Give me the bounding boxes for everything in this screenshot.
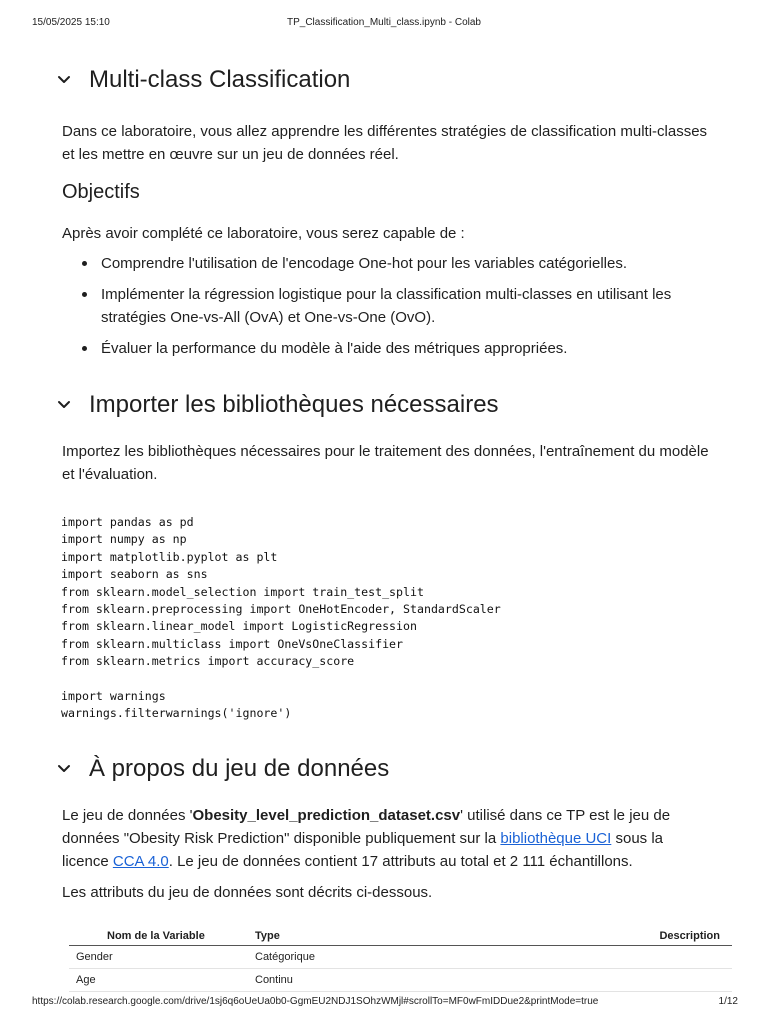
text-run: Le jeu de données ' — [62, 807, 193, 824]
variables-table — [69, 926, 732, 992]
bullet-dot — [82, 292, 87, 297]
objectives-lead: Après avoir complété ce laboratoire, vous serez capable de : — [62, 225, 465, 242]
section-title: Importer les bibliothèques nécessaires — [89, 391, 499, 418]
table-row — [69, 969, 732, 992]
table-cell: Continu — [255, 969, 455, 992]
bullet-dot — [82, 346, 87, 351]
column-header-type: Type — [255, 926, 455, 946]
imports-paragraph: Importez les bibliothèques nécessaires pour le traitement des données, l'entraînement du modèle et l'évaluation. — [62, 443, 709, 483]
section-title: Multi-class Classification — [89, 66, 351, 93]
objectives-list — [62, 252, 712, 368]
dataset-filename: Obesity_level_prediction_dataset.csv — [192, 807, 461, 824]
dataset-paragraph — [62, 804, 712, 873]
chevron-down-icon[interactable] — [55, 396, 73, 414]
chevron-down-icon[interactable] — [55, 71, 73, 89]
table-cell — [455, 969, 732, 992]
bullet-dot — [82, 261, 87, 266]
section-heading-dataset[interactable] — [55, 753, 389, 785]
print-url: https://colab.research.google.com/drive/1sj6q6oUeUa0b0-GgmEU2NDJ1SOhzWMjl#scrollTo=MF0wFmIDDue2&printMode=true — [32, 996, 599, 1007]
column-header-description: Description — [455, 926, 732, 946]
section-title: À propos du jeu de données — [89, 755, 390, 782]
chevron-down-icon[interactable] — [55, 760, 73, 778]
list-item-text: Évaluer la performance du modèle à l'aide des métriques appropriées. — [101, 340, 568, 357]
uci-library-link[interactable]: bibliothèque UCI — [500, 830, 612, 847]
list-item-text: Implémenter la régression logistique pour la classification multi-classes en utilisant les stratégies One-vs-All (OvA) et One-vs-One (OvO). — [101, 286, 672, 326]
table-header-row — [69, 926, 732, 946]
print-header — [0, 17, 768, 31]
text-run: ' utilisé dans ce TP est le jeu de données "Obesity Risk Prediction" disponible publiquement sur la — [62, 807, 671, 847]
table-cell: Gender — [69, 946, 255, 969]
table-row — [69, 946, 732, 969]
license-link[interactable]: CCA 4.0 — [112, 853, 169, 870]
code-cell[interactable]: import pandas as pd import numpy as np import matplotlib.pyplot as plt import seaborn as sns from sklearn.model_selection import train_test_split from sklearn.preprocessing import OneHotEncoder, StandardScaler from sklearn.linear_model import LogisticRegression from sklearn.multiclass import OneVsOneClassifier from sklearn.metrics import accuracy_score import warnings warnings.filterwarnings('ignore') — [61, 515, 501, 721]
table-cell — [455, 946, 732, 969]
list-item — [62, 283, 712, 329]
section-heading-multiclass[interactable] — [55, 64, 350, 96]
page-number: 1/12 — [718, 996, 738, 1007]
column-header-name: Nom de la Variable — [69, 926, 255, 946]
text-run: . Le jeu de données contient 17 attributs au total et 2 111 échantillons. — [168, 853, 633, 870]
print-footer — [0, 996, 768, 1010]
list-item-text: Comprendre l'utilisation de l'encodage One-hot pour les variables catégorielles. — [101, 255, 628, 272]
objectives-heading: Objectifs — [62, 181, 140, 203]
intro-paragraph: Dans ce laboratoire, vous allez apprendre les différentes stratégies de classification multi-classes et les mettre en œuvre sur un jeu de données réel. — [62, 123, 708, 163]
table-cell: Catégorique — [255, 946, 455, 969]
text-run: sous la licence — [62, 830, 664, 870]
print-datetime: 15/05/2025 15:10 — [32, 17, 110, 28]
list-item — [62, 337, 712, 360]
list-item — [62, 252, 712, 275]
print-doc-title: TP_Classification_Multi_class.ipynb - Colab — [287, 17, 481, 28]
attributes-paragraph: Les attributs du jeu de données sont décrits ci-dessous. — [62, 884, 433, 901]
section-heading-imports[interactable] — [55, 389, 499, 421]
table-cell: Age — [69, 969, 255, 992]
